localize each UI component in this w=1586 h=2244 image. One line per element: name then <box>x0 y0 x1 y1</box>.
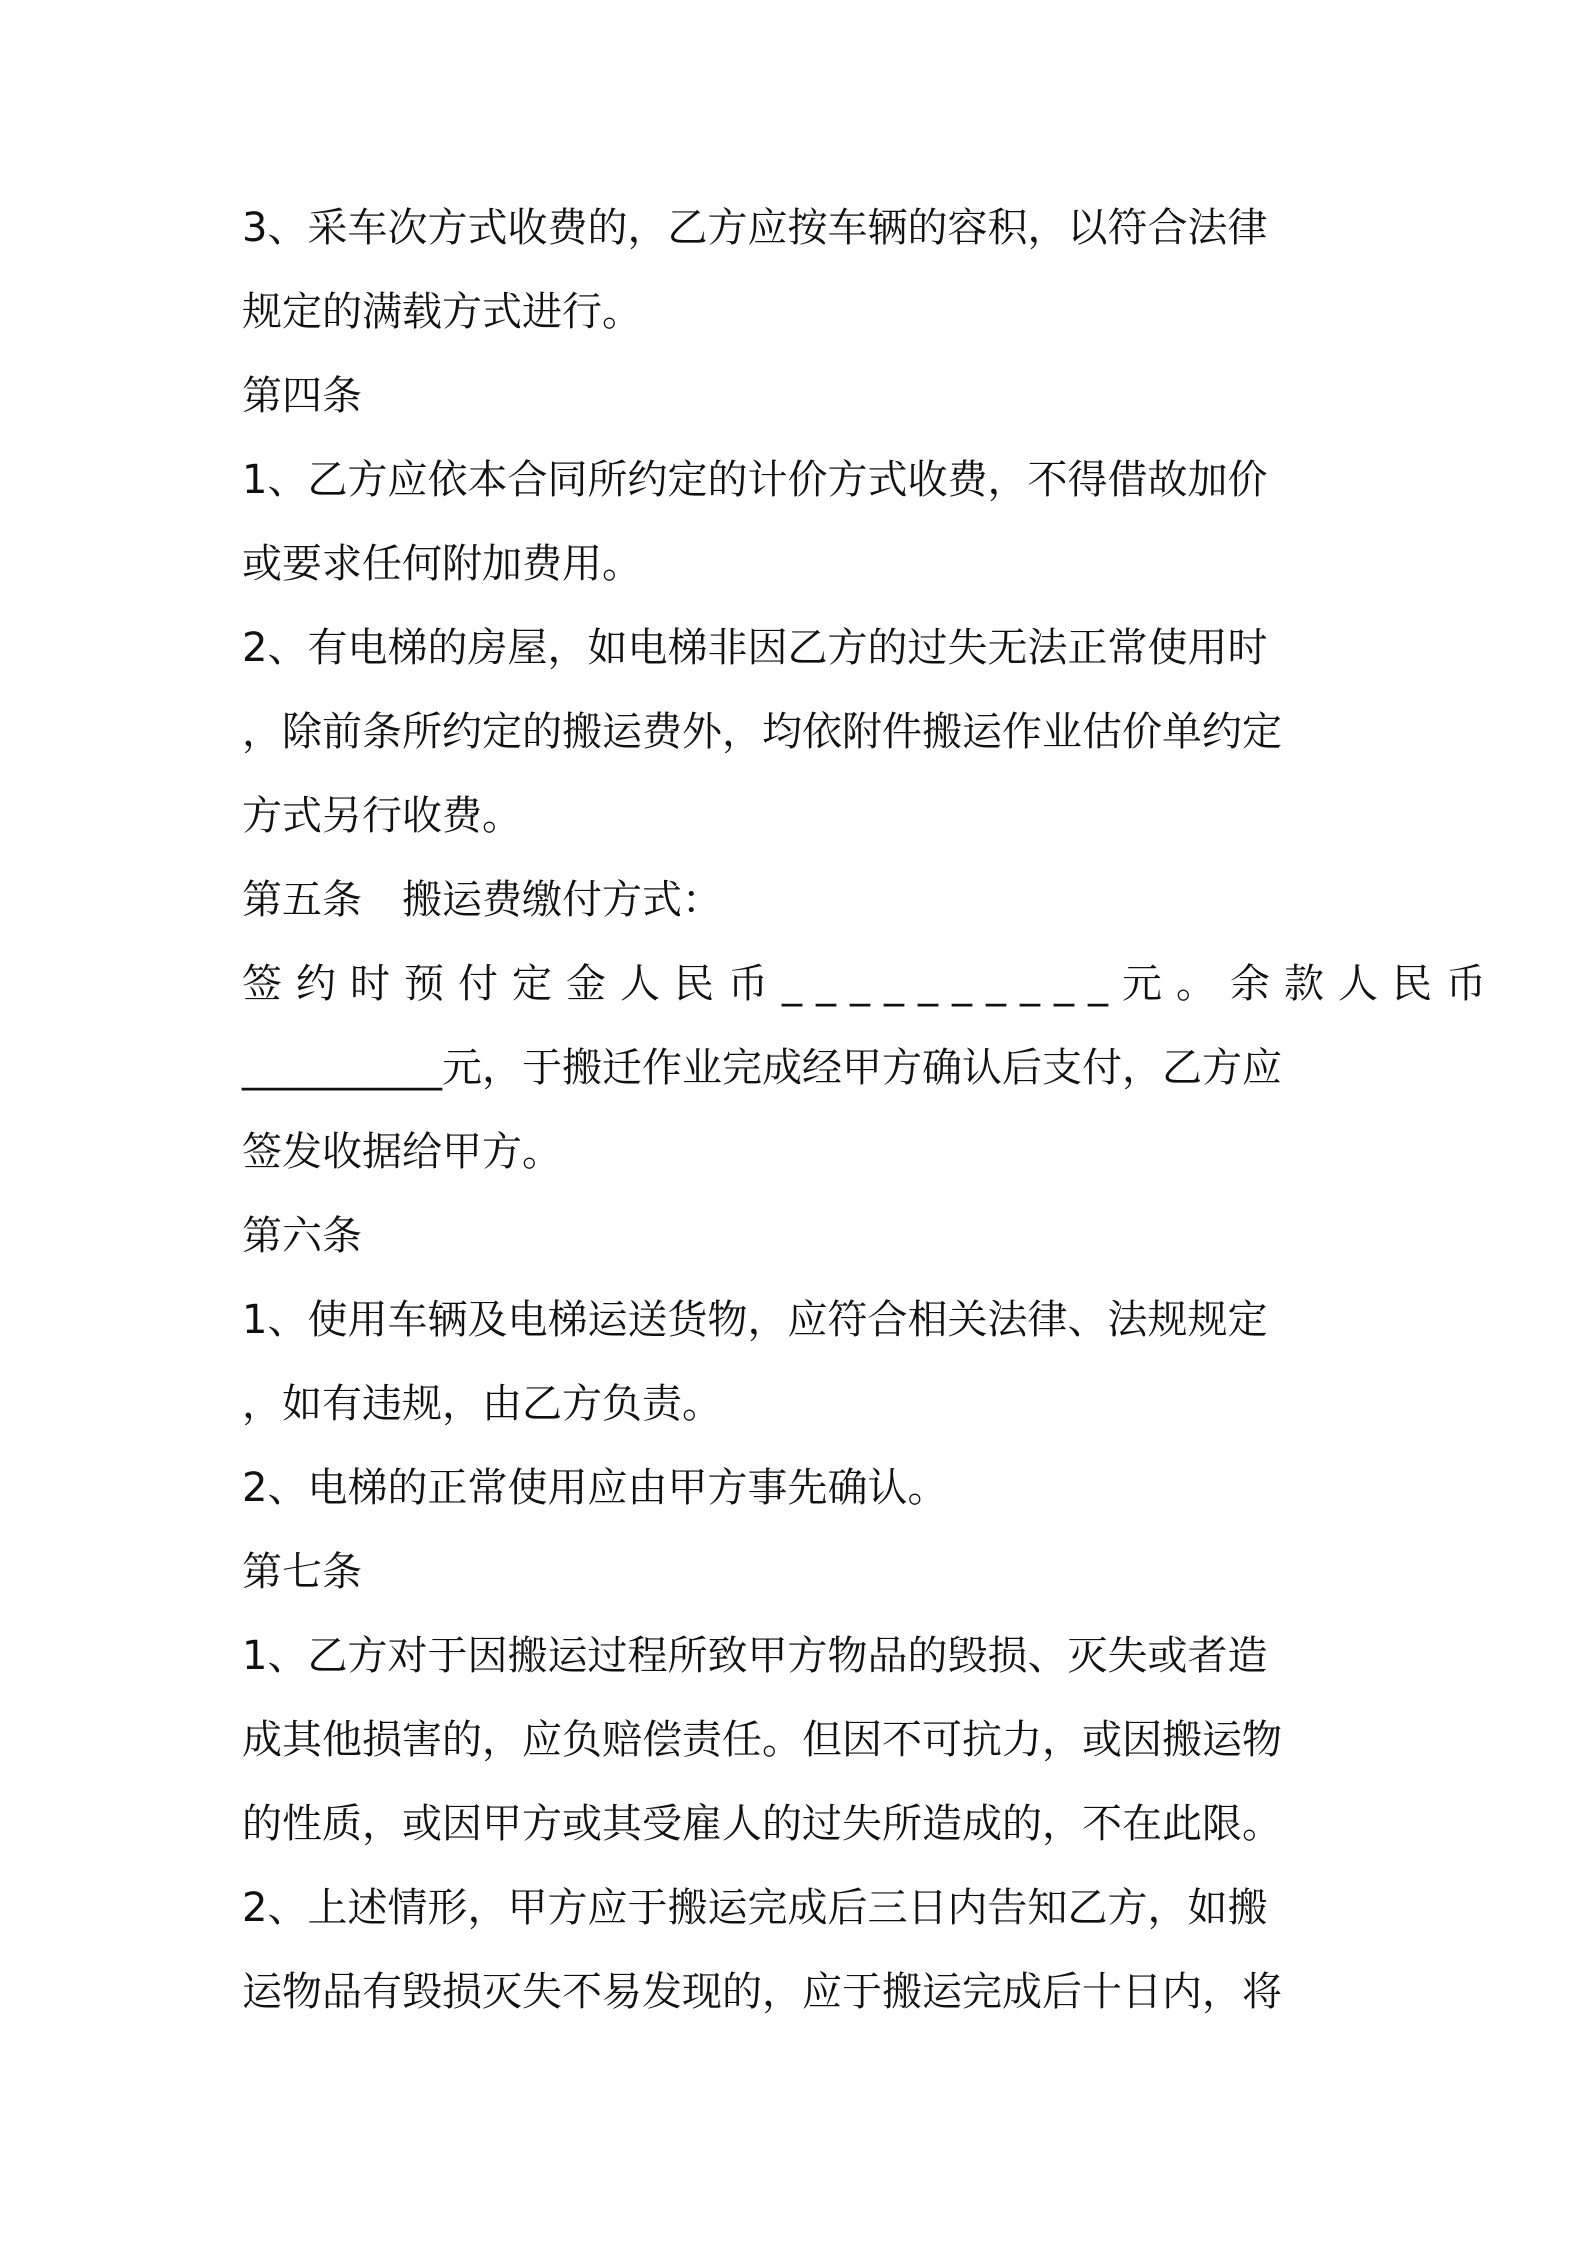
text-line: 2、有电梯的房屋，如电梯非因乙方的过失无法正常使用时 <box>242 625 1268 671</box>
text-line: __________元，于搬迁作业完成经甲方确认后支付，乙方应 <box>242 1045 1282 1091</box>
text-line: 规定的满载方式进行。 <box>242 289 642 335</box>
text-line: 1、乙方对于因搬运过程所致甲方物品的毁损、灭失或者造 <box>242 1633 1268 1679</box>
text-line: 签发收据给甲方。 <box>242 1129 562 1175</box>
text-line: 成其他损害的，应负赔偿责任。但因不可抗力，或因搬运物 <box>242 1717 1282 1763</box>
text-line: 方式另行收费。 <box>242 793 522 839</box>
text-line: 2、上述情形，甲方应于搬运完成后三日内告知乙方，如搬 <box>242 1885 1268 1931</box>
text-line: 签约时预付定金人民币__________元。余款人民币 <box>242 961 1500 1007</box>
text-line: 1、乙方应依本合同所约定的计价方式收费，不得借故加价 <box>242 457 1268 503</box>
article-heading: 第六条 <box>242 1213 362 1259</box>
article-heading: 第四条 <box>242 373 362 419</box>
text-line: 的性质，或因甲方或其受雇人的过失所造成的，不在此限。 <box>242 1801 1282 1847</box>
article-heading: 第七条 <box>242 1549 362 1595</box>
text-line: 运物品有毁损灭失不易发现的，应于搬运完成后十日内，将 <box>242 1969 1282 2015</box>
text-line: 2、电梯的正常使用应由甲方事先确认。 <box>242 1465 948 1511</box>
article-heading: 第五条 搬运费缴付方式： <box>242 877 722 923</box>
text-line: 3、采车次方式收费的，乙方应按车辆的容积，以符合法律 <box>242 205 1268 251</box>
text-line: 1、使用车辆及电梯运送货物，应符合相关法律、法规规定 <box>242 1297 1268 1343</box>
text-line: ，如有违规，由乙方负责。 <box>242 1381 722 1427</box>
text-line: 或要求任何附加费用。 <box>242 541 642 587</box>
text-line: ，除前条所约定的搬运费外，均依附件搬运作业估价单约定 <box>242 709 1282 755</box>
